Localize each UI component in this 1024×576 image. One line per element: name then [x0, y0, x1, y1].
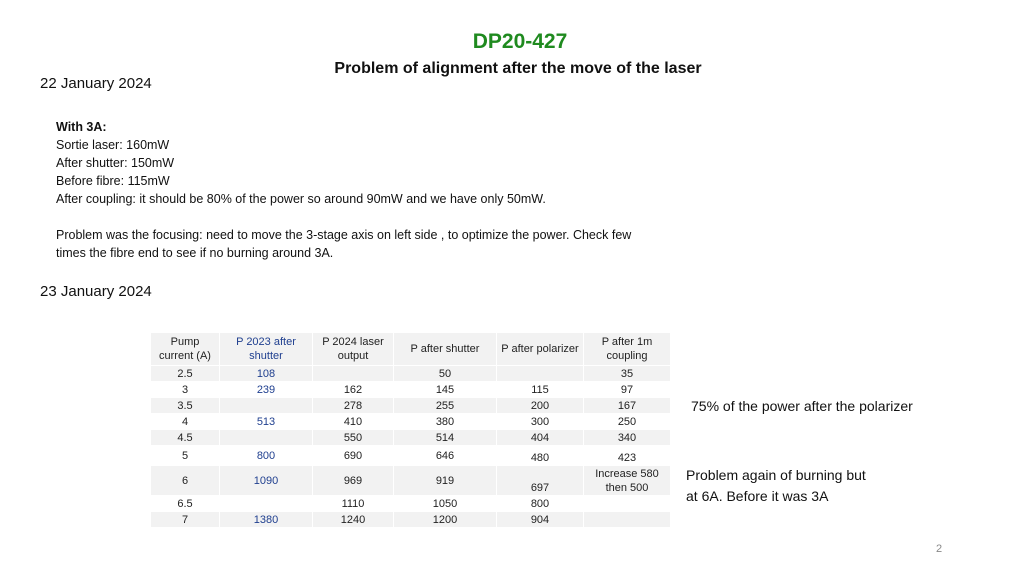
cell-shutter: 919 — [394, 466, 497, 496]
table-row — [151, 366, 671, 382]
header-p2023-line1: P 2023 after — [236, 336, 296, 348]
cell-polarizer: 904 — [497, 512, 584, 528]
header-p2024 — [313, 333, 394, 366]
cell-coupling-line2: then 500 — [605, 481, 649, 494]
notes-line: Sortie laser: 160mW — [56, 138, 170, 152]
cell-p2023 — [220, 496, 313, 512]
burning-note — [686, 465, 916, 507]
slide-subtitle: Problem of alignment after the move of the laser — [334, 60, 702, 77]
polarizer-note: 75% of the power after the polarizer — [691, 398, 913, 414]
cell-pump: 4.5 — [151, 430, 220, 446]
cell-p2024: 969 — [313, 466, 394, 496]
power-table — [150, 332, 671, 528]
cell-p2024: 690 — [313, 446, 394, 466]
cell-pump: 3.5 — [151, 398, 220, 414]
cell-shutter: 646 — [394, 446, 497, 466]
cell-p2023 — [220, 430, 313, 446]
cell-p2023 — [220, 398, 313, 414]
cell-p2023: 1090 — [220, 466, 313, 496]
notes-line: Before fibre: 115mW — [56, 174, 170, 188]
cell-coupling: 167 — [584, 398, 671, 414]
cell-pump: 4 — [151, 414, 220, 430]
header-shutter: P after shutter — [394, 333, 497, 366]
cell-shutter: 50 — [394, 366, 497, 382]
table-row — [151, 512, 671, 528]
cell-p2024: 1110 — [313, 496, 394, 512]
cell-shutter: 145 — [394, 382, 497, 398]
table-row — [151, 398, 671, 414]
notes-problem-line: Problem was the focusing: need to move the 3-stage axis on left side , to optimize the power. Check few — [56, 228, 632, 242]
burning-note-line1: Problem again of burning but — [686, 467, 866, 483]
table-row — [151, 430, 671, 446]
cell-coupling — [584, 466, 671, 496]
cell-coupling-line1: Increase 580 — [595, 467, 659, 480]
cell-pump: 5 — [151, 446, 220, 466]
cell-coupling — [584, 496, 671, 512]
cell-polarizer: 115 — [497, 382, 584, 398]
table-row — [151, 446, 671, 466]
cell-polarizer: 300 — [497, 414, 584, 430]
header-coupling — [584, 333, 671, 366]
cell-p2023: 108 — [220, 366, 313, 382]
cell-pump: 2.5 — [151, 366, 220, 382]
cell-polarizer — [497, 366, 584, 382]
date-first: 22 January 2024 — [40, 75, 152, 92]
cell-p2024: 550 — [313, 430, 394, 446]
header-p2023 — [220, 333, 313, 366]
cell-p2024 — [313, 366, 394, 382]
cell-pump: 6.5 — [151, 496, 220, 512]
cell-shutter: 380 — [394, 414, 497, 430]
notes-problem-line: times the fibre end to see if no burning around 3A. — [56, 246, 334, 260]
cell-p2024: 410 — [313, 414, 394, 430]
cell-polarizer: 697 — [497, 466, 584, 496]
table-row — [151, 466, 671, 496]
header-coupling-line1: P after 1m — [601, 336, 653, 348]
burning-note-line2: at 6A. Before it was 3A — [686, 488, 829, 504]
cell-coupling — [584, 512, 671, 528]
cell-p2023: 513 — [220, 414, 313, 430]
cell-coupling: 250 — [584, 414, 671, 430]
cell-pump: 6 — [151, 466, 220, 496]
notes-heading: With 3A: — [56, 120, 107, 134]
table-header-row — [151, 333, 671, 366]
cell-coupling: 97 — [584, 382, 671, 398]
cell-polarizer: 200 — [497, 398, 584, 414]
table-row — [151, 414, 671, 430]
cell-coupling: 423 — [584, 446, 671, 466]
slide-title: DP20-427 — [472, 30, 568, 53]
header-p2023-line2: shutter — [249, 350, 283, 362]
header-p2024-line2: output — [337, 350, 369, 362]
header-polarizer: P after polarizer — [497, 333, 584, 366]
cell-p2023: 239 — [220, 382, 313, 398]
notes-gap — [56, 208, 716, 226]
cell-coupling: 340 — [584, 430, 671, 446]
table-row — [151, 382, 671, 398]
page-number: 2 — [936, 543, 943, 555]
cell-polarizer: 404 — [497, 430, 584, 446]
cell-polarizer: 480 — [497, 446, 584, 466]
cell-p2024: 278 — [313, 398, 394, 414]
cell-shutter: 1200 — [394, 512, 497, 528]
cell-p2024: 162 — [313, 382, 394, 398]
notes-line: After coupling: it should be 80% of the power so around 90mW and we have only 50mW. — [56, 192, 546, 206]
cell-p2023: 800 — [220, 446, 313, 466]
cell-shutter: 255 — [394, 398, 497, 414]
notes-block — [56, 118, 716, 262]
cell-coupling: 35 — [584, 366, 671, 382]
cell-pump: 7 — [151, 512, 220, 528]
cell-pump: 3 — [151, 382, 220, 398]
cell-polarizer: 800 — [497, 496, 584, 512]
notes-line: After shutter: 150mW — [56, 156, 175, 170]
header-coupling-line2: coupling — [606, 350, 648, 362]
header-pump — [151, 333, 220, 366]
header-pump-line1: Pump — [170, 336, 200, 348]
cell-p2024: 1240 — [313, 512, 394, 528]
cell-shutter: 514 — [394, 430, 497, 446]
date-second: 23 January 2024 — [40, 283, 152, 300]
cell-shutter: 1050 — [394, 496, 497, 512]
header-pump-line2: current (A) — [159, 350, 211, 362]
header-p2024-line1: P 2024 laser — [322, 336, 384, 348]
table-row — [151, 496, 671, 512]
cell-p2023: 1380 — [220, 512, 313, 528]
